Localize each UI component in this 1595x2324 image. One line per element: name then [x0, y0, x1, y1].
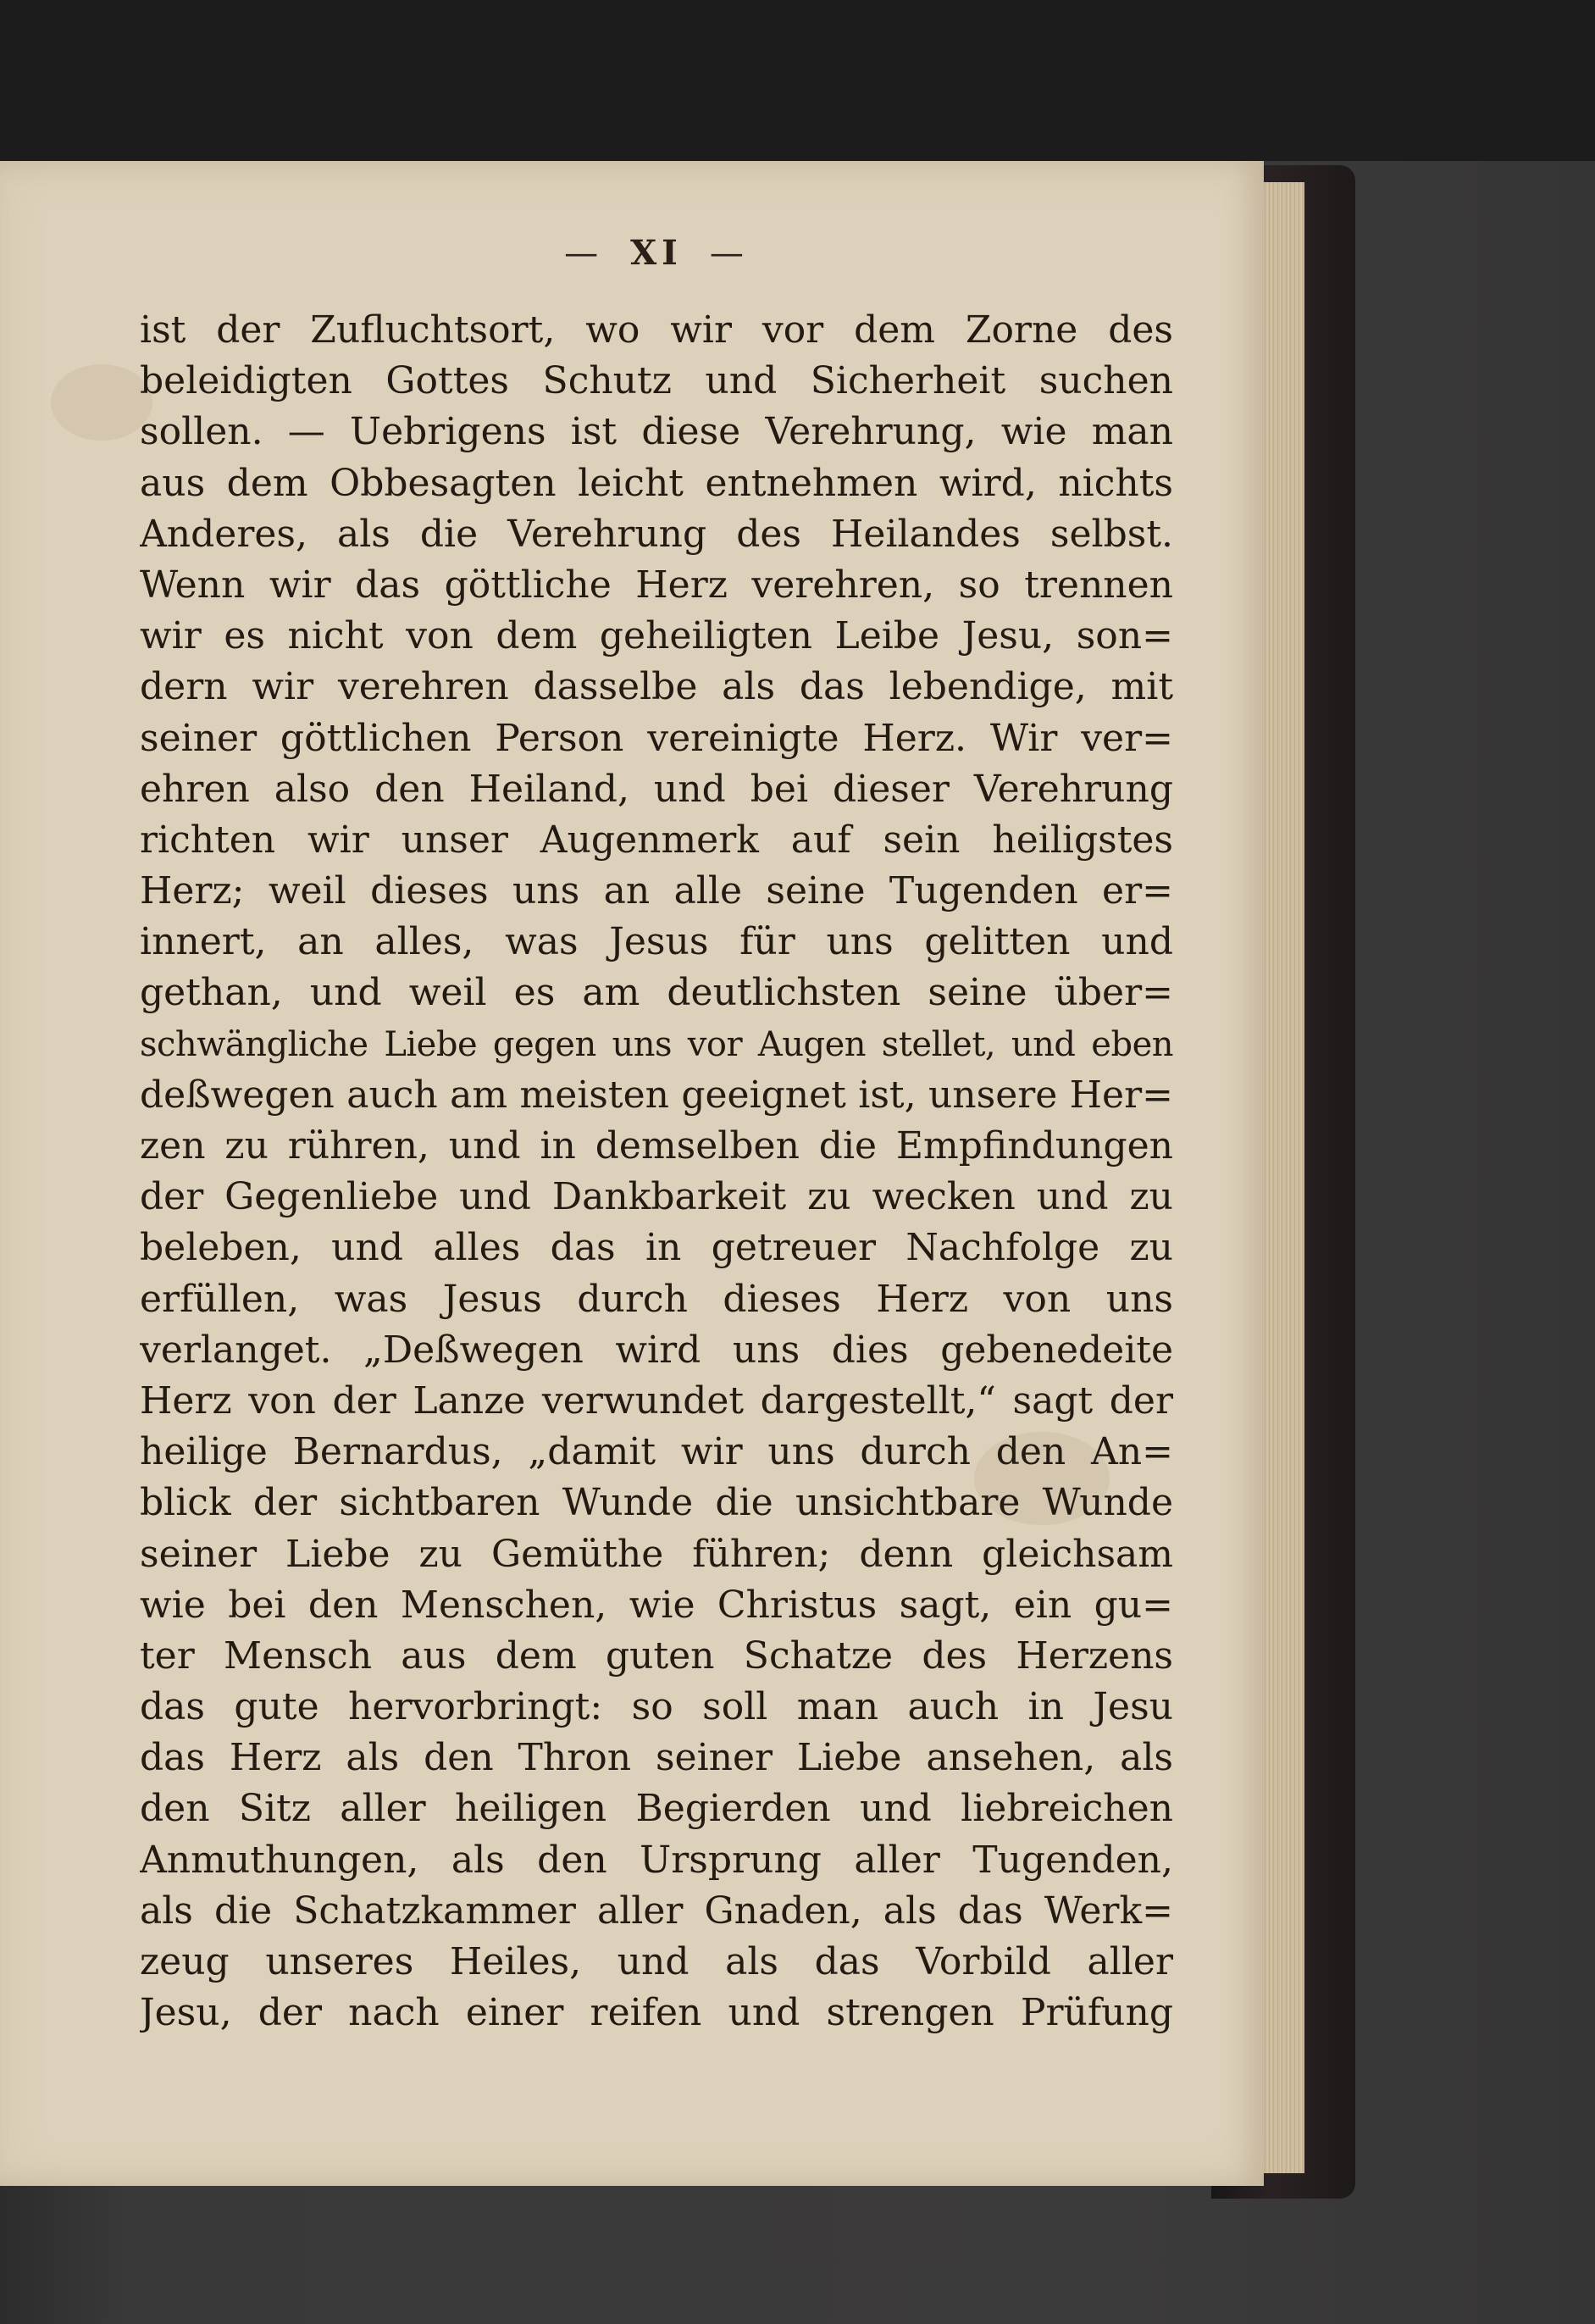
- text-line: blick der sichtbaren Wunde die unsichtbare Wunde: [140, 1481, 1173, 1525]
- text-line: zen zu rühren, und in demselben die Empfindungen: [140, 1124, 1173, 1168]
- page-header: [140, 233, 1173, 273]
- text-line: wir es nicht von dem geheiligten Leibe Jesu, son=: [140, 614, 1173, 658]
- text-line: deßwegen auch am meisten geeignet ist, unsere Her=: [140, 1073, 1173, 1117]
- text-line: Jesu, der nach einer reifen und strengen Prüfung: [140, 1991, 1173, 2035]
- text-line: verlanget. „Deßwegen wird uns dies gebenedeite: [140, 1328, 1173, 1372]
- text-line: Anmuthungen, als den Ursprung aller Tugenden,: [140, 1838, 1173, 1882]
- text-line: der Gegenliebe und Dankbarkeit zu wecken und zu: [140, 1175, 1173, 1219]
- text-line: seiner Liebe zu Gemüthe führen; denn gleichsam: [140, 1532, 1173, 1576]
- text-line: beleben, und alles das in getreuer Nachfolge zu: [140, 1226, 1173, 1270]
- text-line: ter Mensch aus dem guten Schatze des Herzens: [140, 1633, 1173, 1678]
- text-line: sollen. — Uebrigens ist diese Verehrung, wie man: [140, 410, 1173, 454]
- text-line: schwängliche Liebe gegen uns vor Augen stellet, und eben: [140, 1024, 1173, 1064]
- text-line: das Herz als den Thron seiner Liebe ansehen, als: [140, 1736, 1173, 1780]
- text-line: beleidigten Gottes Schutz und Sicherheit suchen: [140, 359, 1173, 403]
- body-text: [140, 305, 1173, 2038]
- text-line: als die Schatzkammer aller Gnaden, als das Werk=: [140, 1889, 1173, 1933]
- text-line: Herz von der Lanze verwundet dargestellt,“ sagt der: [140, 1378, 1173, 1423]
- text-line: ist der Zufluchtsort, wo wir vor dem Zorne des: [140, 308, 1173, 352]
- text-line: ehren also den Heiland, und bei dieser Verehrung: [140, 767, 1173, 811]
- text-line: richten wir unser Augenmerk auf sein heiligstes: [140, 818, 1173, 862]
- text-line: dern wir verehren dasselbe als das lebendige, mit: [140, 665, 1173, 709]
- text-line: wie bei den Menschen, wie Christus sagt, ein gu=: [140, 1583, 1173, 1627]
- text-line: Anderes, als die Verehrung des Heilandes selbst.: [140, 512, 1173, 556]
- text-line: zeug unseres Heiles, und als das Vorbild aller: [140, 1940, 1173, 1983]
- header-dash-right: —: [709, 234, 749, 273]
- page-number: XI: [630, 233, 683, 273]
- page-content: [140, 233, 1173, 2038]
- header-dash-left: —: [564, 234, 604, 273]
- dark-top-strip: [0, 0, 1595, 161]
- text-line: aus dem Obbesagten leicht entnehmen wird, nichts: [140, 461, 1173, 505]
- text-line: das gute hervorbringt: so soll man auch in Jesu: [140, 1685, 1173, 1729]
- book-page: [0, 161, 1264, 2186]
- text-line: erfüllen, was Jesus durch dieses Herz von uns: [140, 1277, 1173, 1321]
- text-line: gethan, und weil es am deutlichsten seine über=: [140, 971, 1173, 1015]
- text-line: Herz; weil dieses uns an alle seine Tugenden er=: [140, 869, 1173, 913]
- paper-stain: [51, 364, 152, 441]
- text-line: innert, an alles, was Jesus für uns gelitten und: [140, 920, 1173, 964]
- text-line: seiner göttlichen Person vereinigte Herz. Wir ver=: [140, 716, 1173, 760]
- text-line: den Sitz aller heiligen Begierden und liebreichen: [140, 1787, 1173, 1831]
- text-line: Wenn wir das göttliche Herz verehren, so trennen: [140, 563, 1173, 607]
- text-line: heilige Bernardus, „damit wir uns durch den An=: [140, 1430, 1173, 1474]
